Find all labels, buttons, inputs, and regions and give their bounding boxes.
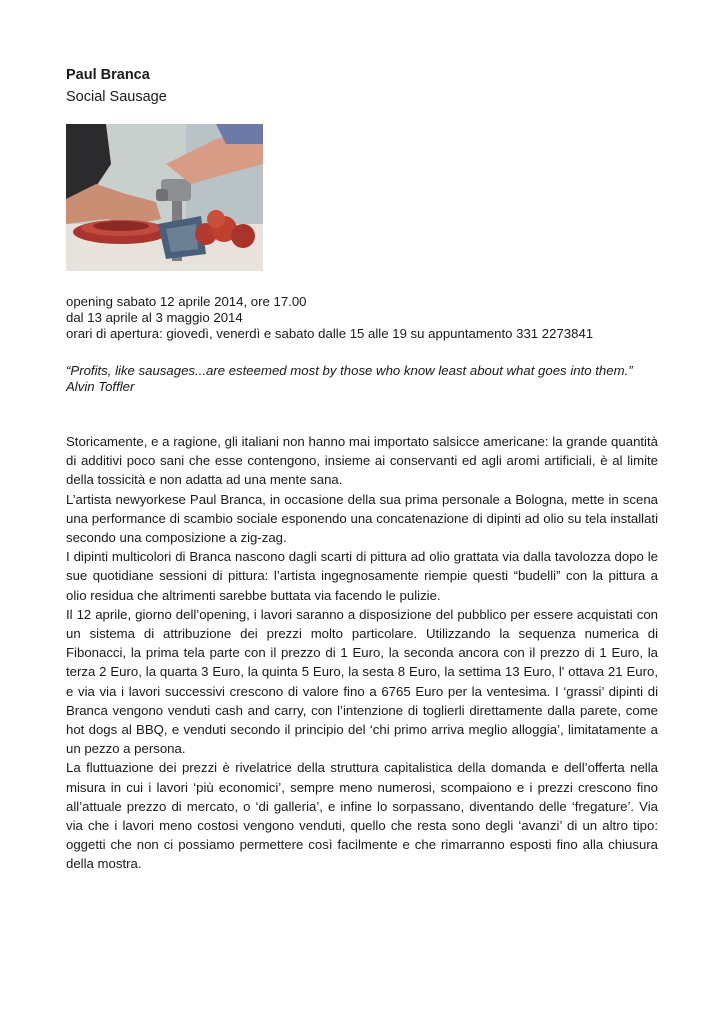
body-paragraph-1: Storicamente, e a ragione, gli italiani non hanno mai importato salsicce americane: la grande quantità di additivi poco sani che esse contengono, insieme ai conservanti ed agli aromi artificiali, è al limite della tossicità e non adatta ad una mente sana.	[66, 434, 658, 488]
opening-line: opening sabato 12 aprile 2014, ore 17.00	[66, 294, 307, 309]
body-paragraph-5: La fluttuazione dei prezzi è rivelatrice della struttura capitalistica della domanda e dell’offerta nella misura in cui i lavori ‘più economici’, sempre meno numerosi, scompaiono e i prezzi crescono fino all’attuale prezzo di mercato, o ‘di galleria’, e infine lo sorpassano, diventando delle ‘fregature’. Via via che i lavori meno costosi vengono venduti, quello che resta sono degli ‘avanzi’ di un altro tipo: oggetti che non ci possiamo permettere così facilmente e che rimarranno esposti fino alla chiusura della mostra.	[66, 760, 658, 872]
dates-line: dal 13 aprile al 3 maggio 2014	[66, 310, 243, 325]
photo-illustration	[66, 124, 263, 271]
sausage-grinder-photo	[66, 124, 263, 271]
body-paragraph-3: I dipinti multicolori di Branca nascono dagli scarti di pittura ad olio grattata via dalla tavolozza dopo le sue quotidiane sessioni di pittura: l’artista ingegnosamente riempie questi “budelli” con la pittura a olio residua che altrimenti sarebbe buttata via facendo le pulizie.	[66, 549, 658, 603]
document-page	[66, 66, 658, 872]
body-paragraph-2: L’artista newyorkese Paul Branca, in occasione della sua prima personale a Bologna, mette in scena una performance di scambio sociale esponendo una concatenazione di dipinti ad olio su tela installati secondo una composizione a zig-zag.	[66, 491, 658, 546]
body-paragraph-4: Il 12 aprile, giorno dell’opening, i lavori saranno a disposizione del pubblico per essere acquistati con un sistema di attribuzione dei prezzi molto particolare. Utilizzando la sequenza numerica di Fibonacci, la prima tela parte con il prezzo di 1 Euro, la seconda ancora con il prezzo di 1 Euro, la terza 2 Euro, la quarta 3 Euro, la quinta 5 Euro, la sesta 8 Euro, la settima 13 Euro, l' ottava 21 Euro, e via via i lavori successivi crescono di valore fino a 6765 Euro per la ventesima. I ‘grassi’ dipinti di Branca vengono venduti cash and carry, con l’intenzione di toglierli direttamente dalla parete, come hot dogs al BBQ, e venduti secondo il principio del ‘chi primo arriva meglio alloggia’, limitatamente a un pezzo a persona.	[66, 606, 658, 757]
press-release-body	[66, 432, 658, 874]
quote-text: “Profits, like sausages...are esteemed most by those who know least about what goes into them.”	[66, 363, 633, 378]
opening-hours-line: orari di apertura: giovedì, venerdì e sabato dalle 15 alle 19 su appuntamento 331 2273841	[66, 326, 594, 341]
exhibition-title: Social Sausage	[66, 89, 167, 105]
artist-name: Paul Branca	[66, 67, 150, 83]
exhibition-info	[66, 294, 658, 342]
quote-author: Alvin Toffler	[66, 379, 135, 394]
epigraph-quote	[66, 363, 658, 395]
